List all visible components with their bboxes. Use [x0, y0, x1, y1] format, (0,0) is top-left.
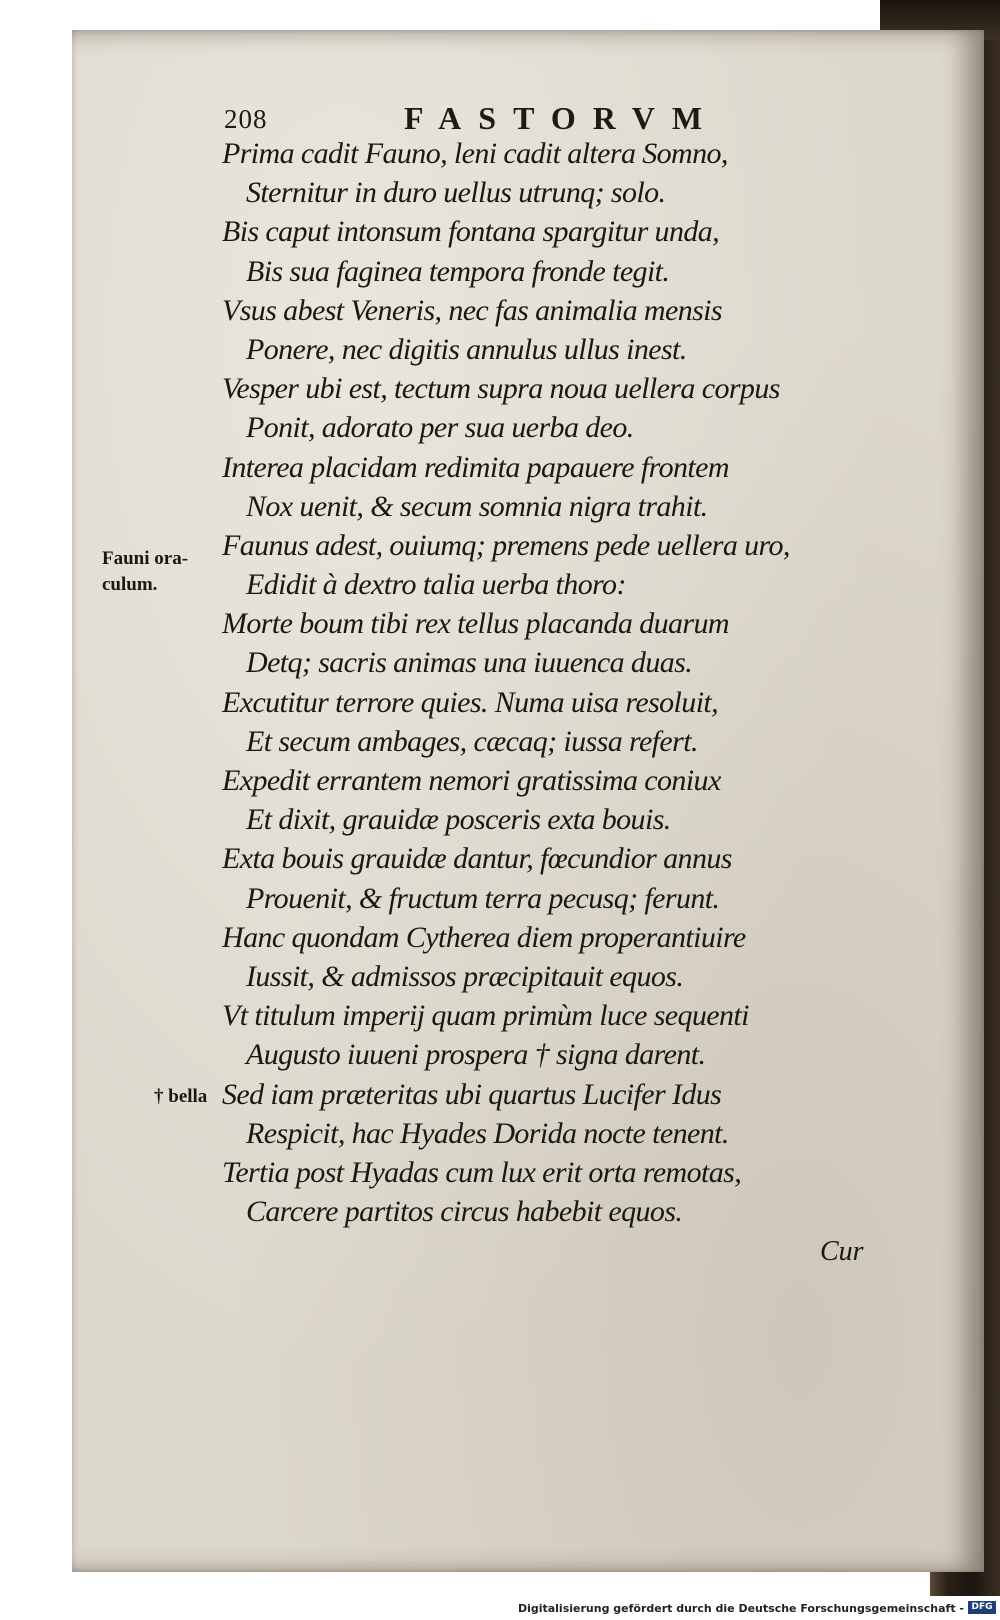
dfg-logo: DFG	[968, 1601, 996, 1614]
catchword: Cur	[820, 1236, 864, 1267]
page-number: 208	[224, 104, 268, 134]
marginal-note-bella: † bella	[154, 1086, 208, 1107]
verse-line: Vt titulum imperij quam primùm luce sequenti	[222, 999, 749, 1033]
verse-line: Nox uenit, & secum somnia nigra trahit.	[246, 489, 708, 523]
verse-line: Ponere, nec digitis annulus ullus inest.	[246, 332, 687, 366]
marginal-note-line: Fauni ora-	[102, 548, 189, 569]
verse-line: Respicit, hac Hyades Dorida nocte tenent.	[246, 1116, 729, 1150]
footer-credit: Digitalisierung gefördert durch die Deutsche Forschungsgemeinschaft -	[517, 1602, 964, 1615]
verse-line: Bis caput intonsum fontana spargitur unda,	[222, 215, 720, 249]
verse-line: Vesper ubi est, tectum supra noua uellera corpus	[222, 372, 780, 406]
verse-line: Excutitur terrore quies. Numa uisa resoluit,	[222, 685, 719, 719]
verse-line: Hanc quondam Cytherea diem properantiuire	[222, 920, 746, 954]
verse-line: Prima cadit Fauno, leni cadit altera Somno,	[222, 137, 728, 170]
verse-line: Et secum ambages, cæcaq; iussa refert.	[246, 724, 698, 758]
verse-line: Augusto iuueni prospera † signa darent.	[246, 1038, 706, 1072]
footer	[0, 1596, 1000, 1620]
verse-line: Prouenit, & fructum terra pecusq; ferunt.	[246, 881, 720, 915]
verse-line: Sed iam præteritas ubi quartus Lucifer Idus	[222, 1077, 722, 1111]
verse-line: Vsus abest Veneris, nec fas animalia mensis	[222, 293, 722, 327]
running-title: FASTORVM	[404, 100, 720, 136]
verse-block	[222, 134, 862, 1231]
verse-line: Carcere partitos circus habebit equos.	[246, 1195, 683, 1229]
verse-line: Ponit, adorato per sua uerba deo.	[246, 411, 634, 445]
verse-line: Detq; sacris animas una iuuenca duas.	[246, 646, 693, 680]
verse-line: Interea placidam redimita papauere frontem	[222, 450, 729, 484]
verse-line: Bis sua faginea tempora fronde tegit.	[246, 254, 670, 288]
verse-line: Edidit à dextro talia uerba thoro:	[246, 568, 626, 602]
verse-line: Iussit, & admissos præcipitauit equos.	[246, 959, 684, 993]
verse-line: Expedit errantem nemori gratissima coniux	[222, 764, 721, 797]
marginal-note-line: culum.	[102, 574, 158, 595]
verse-line: Faunus adest, ouiumq; premens pede uellera uro,	[222, 528, 790, 562]
verse-line: Et dixit, grauidæ posceris exta bouis.	[246, 803, 671, 837]
verse-line: Sternitur in duro uellus utrunq; solo.	[246, 176, 666, 210]
marginal-note-fauni	[102, 546, 222, 598]
verse-line: Morte boum tibi rex tellus placanda duarum	[222, 607, 729, 641]
verse-line: Tertia post Hyadas cum lux erit orta remotas,	[222, 1155, 742, 1189]
verse-line: Exta bouis grauidæ dantur, fœcundior annus	[222, 842, 732, 876]
